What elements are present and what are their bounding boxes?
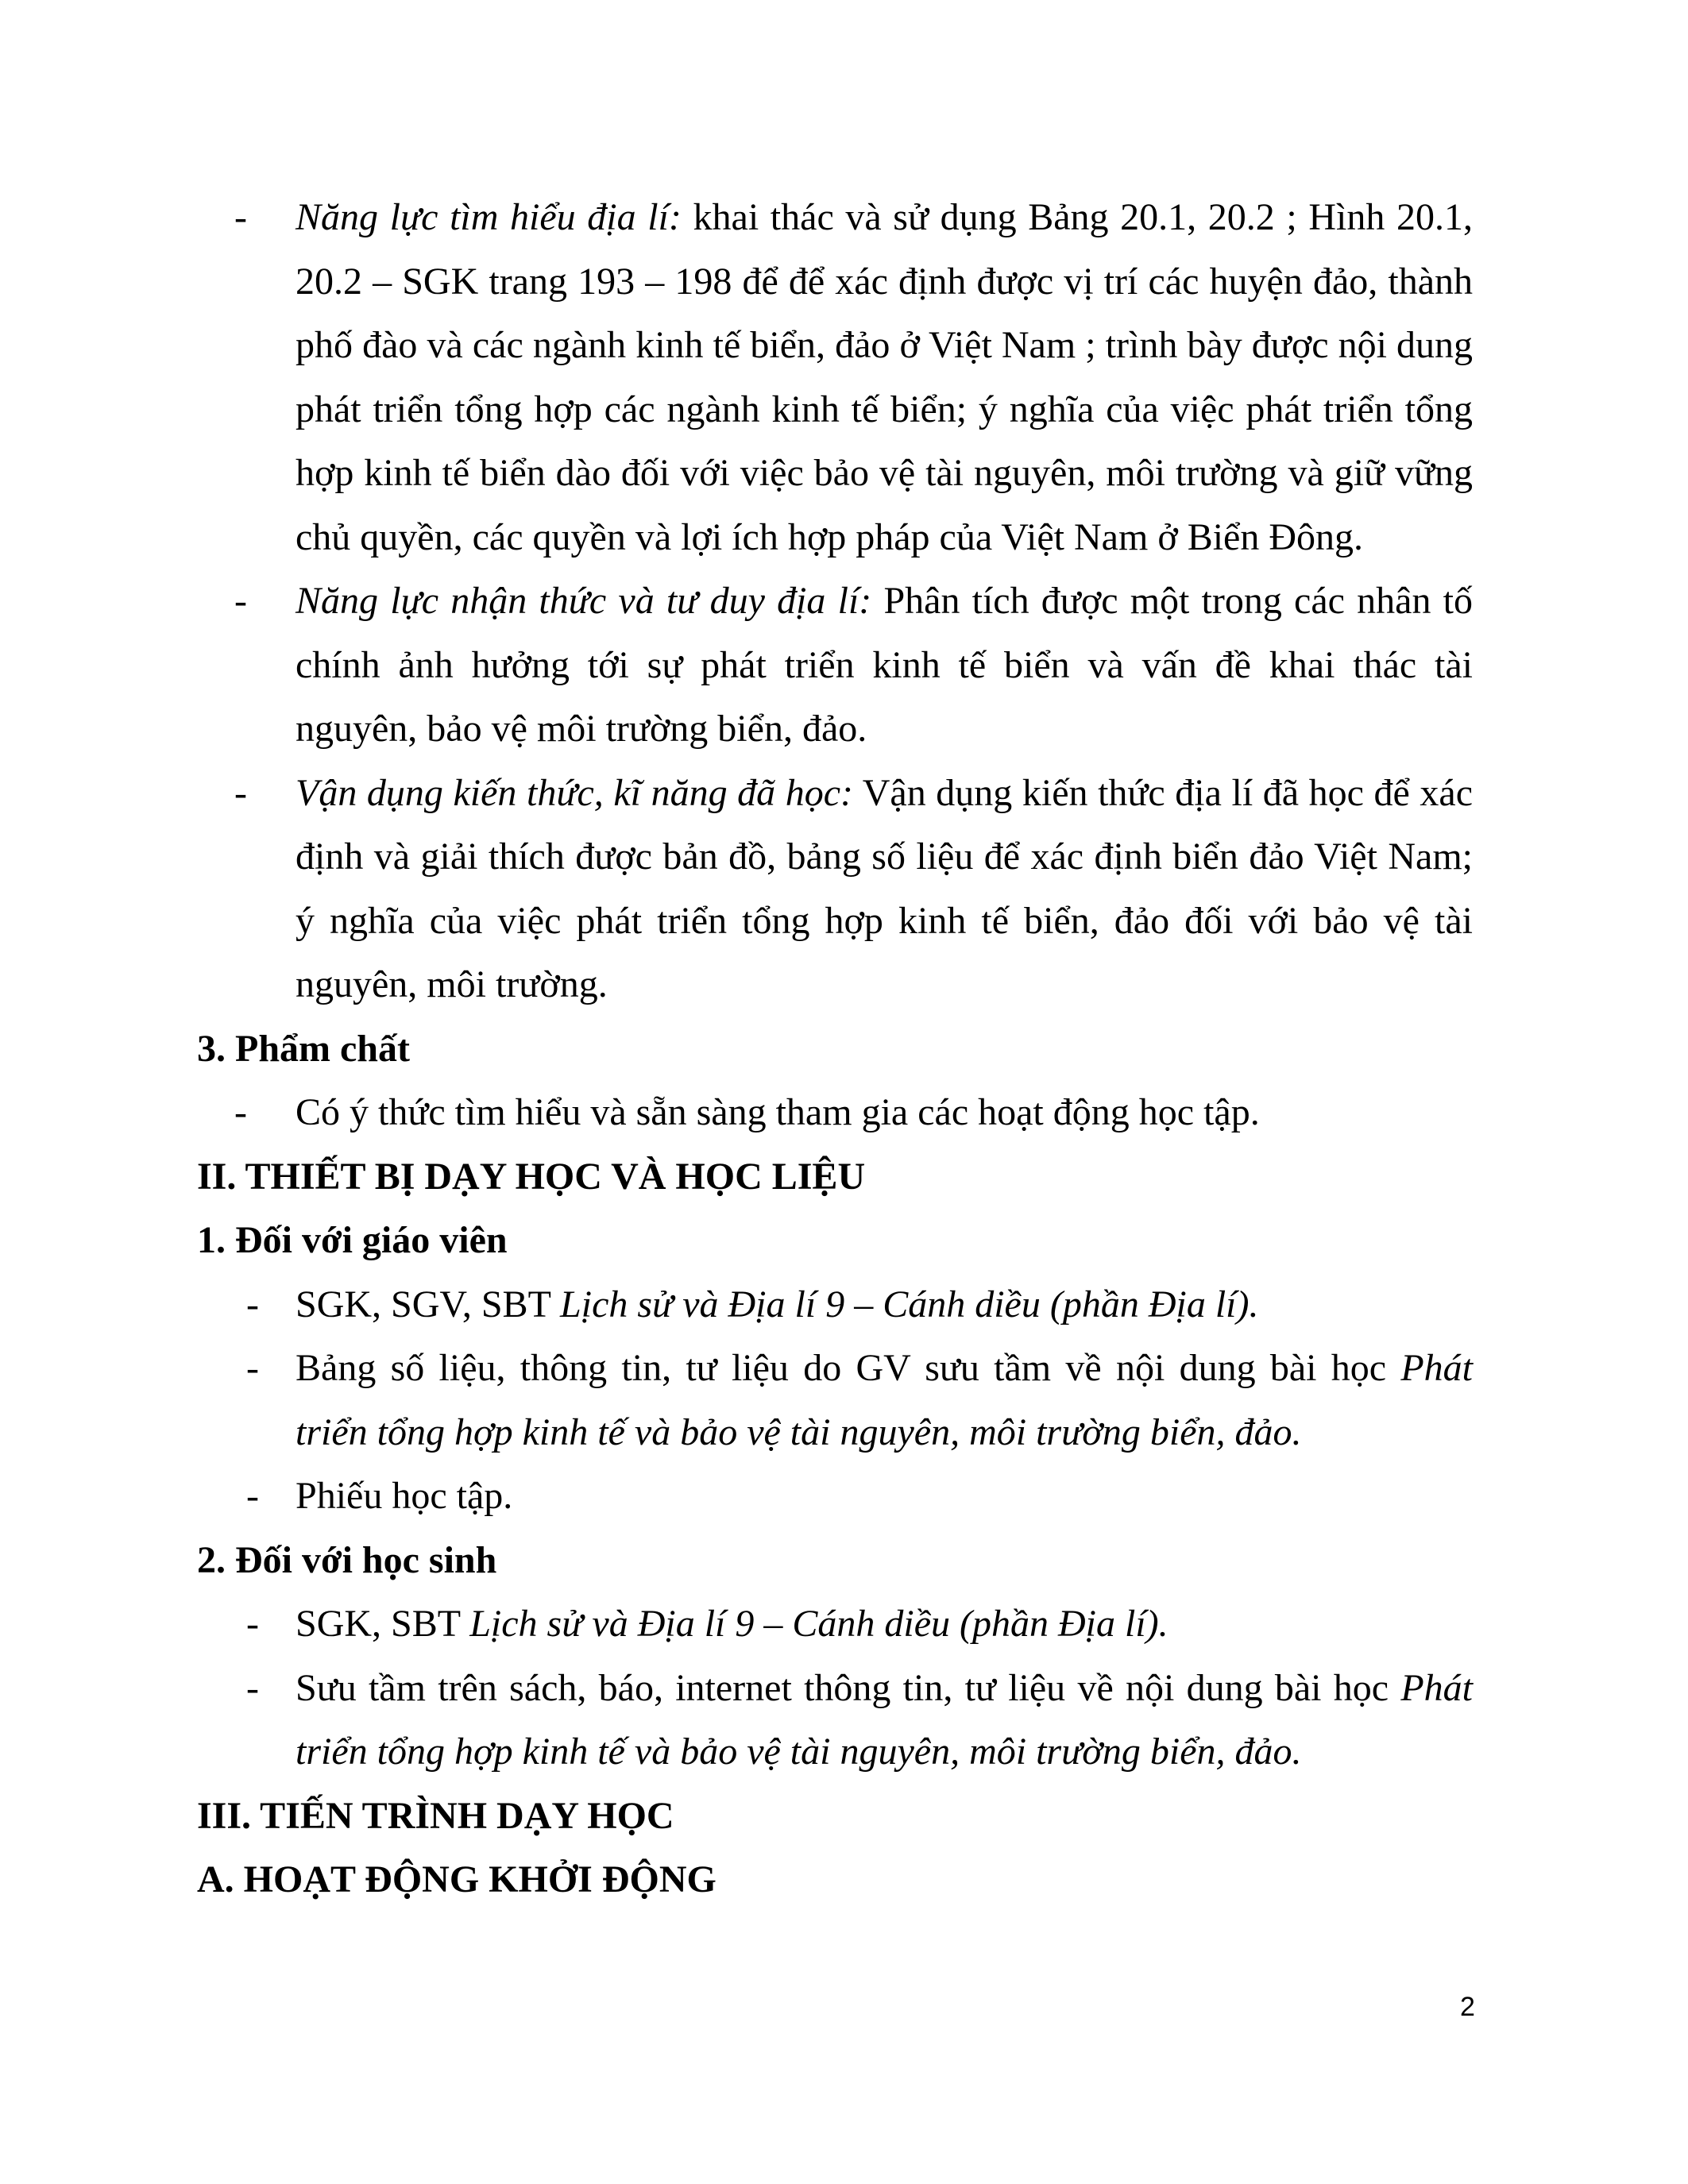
section-heading-equipment: II. THIẾT BỊ DẠY HỌC VÀ HỌC LIỆU xyxy=(197,1155,866,1198)
item-text: Phân tích được một trong các nhân tố chính ảnh hưởng tới sự phát triển kinh tế biển và vấn đề khai thác tài nguyên, bảo vệ môi trường biển, đảo. xyxy=(295,580,1473,750)
section-heading-process: III. TIẾN TRÌNH DẠY HỌC xyxy=(197,1794,674,1837)
item-italic: Lịch sử và Địa lí 9 – Cánh diều (phần Địa lí). xyxy=(560,1283,1259,1325)
item-text: Sưu tầm trên sách, báo, internet thông tin, tư liệu về nội dung bài học xyxy=(295,1666,1401,1709)
bullet-dash: - xyxy=(234,1091,247,1133)
item-text: Có ý thức tìm hiểu và sẵn sàng tham gia các hoạt động học tập. xyxy=(295,1091,1260,1133)
item-lead: Vận dụng kiến thức, kĩ năng đã học: xyxy=(295,771,854,814)
item-text: Phiếu học tập. xyxy=(295,1475,513,1517)
item-text: SGK, SBT xyxy=(295,1603,470,1645)
teacher-item xyxy=(197,1337,1473,1464)
competency-item xyxy=(197,569,1473,762)
student-item xyxy=(197,1657,1473,1785)
competency-item xyxy=(197,186,1473,569)
subheading-warmup: A. HOẠT ĐỘNG KHỞI ĐỘNG xyxy=(197,1858,717,1900)
subheading-teacher: 1. Đối với giáo viên xyxy=(197,1219,508,1261)
bullet-dash: - xyxy=(234,580,247,622)
quality-item xyxy=(197,1081,1473,1145)
bullet-dash: - xyxy=(246,1347,259,1389)
bullet-dash: - xyxy=(246,1666,259,1709)
item-text: Vận dụng kiến thức địa lí đã học để xác định và giải thích được bản đồ, bảng số liệu để xác định biển đảo Việt Nam; ý nghĩa của việc phát triển tổng hợp kinh tế biển, đảo đối với bảo vệ tài nguyên, môi trường. xyxy=(295,771,1474,1005)
teacher-item xyxy=(197,1464,1473,1529)
item-lead: Năng lực nhận thức và tư duy địa lí: xyxy=(295,580,872,622)
bullet-dash: - xyxy=(234,196,247,238)
item-lead: Năng lực tìm hiểu địa lí: xyxy=(295,196,682,238)
item-italic: Phát triển tổng hợp kinh tế và bảo vệ tài nguyên, môi trường biển, đảo. xyxy=(295,1347,1473,1453)
item-text: khai thác và sử dụng Bảng 20.1, 20.2 ; Hình 20.1, 20.2 – SGK trang 193 – 198 để để xác định được vị trí các huyện đảo, thành phố đào và các ngành kinh tế biển, đảo ở Việt Nam ; trình bày được nội dung phát triển tổng hợp các ngành kinh tế biển; ý nghĩa của việc phát triển tổng hợp kinh tế biển dào đối với việc bảo vệ tài nguyên, môi trường và giữ vững chủ quyền, các quyền và lợi ích hợp pháp của Việt Nam ở Biển Đông. xyxy=(295,196,1473,558)
bullet-dash: - xyxy=(234,771,247,814)
bullet-dash: - xyxy=(246,1603,259,1645)
page-number: 2 xyxy=(1460,1992,1475,2022)
item-italic: Phát triển tổng hợp kinh tế và bảo vệ tài nguyên, môi trường biển, đảo. xyxy=(295,1666,1473,1773)
subheading-student: 2. Đối với học sinh xyxy=(197,1538,497,1581)
item-italic: Lịch sử và Địa lí 9 – Cánh diều (phần Địa lí). xyxy=(469,1603,1168,1645)
teacher-item xyxy=(197,1273,1473,1337)
item-text: Bảng số liệu, thông tin, tư liệu do GV sưu tầm về nội dung bài học xyxy=(295,1347,1401,1389)
section-heading-quality: 3. Phẩm chất xyxy=(197,1027,410,1070)
item-text: SGK, SGV, SBT xyxy=(295,1283,561,1325)
bullet-dash: - xyxy=(246,1283,259,1325)
bullet-dash: - xyxy=(246,1475,259,1517)
competency-item xyxy=(197,762,1473,1017)
student-item xyxy=(197,1592,1473,1657)
document-page xyxy=(197,186,1473,1912)
